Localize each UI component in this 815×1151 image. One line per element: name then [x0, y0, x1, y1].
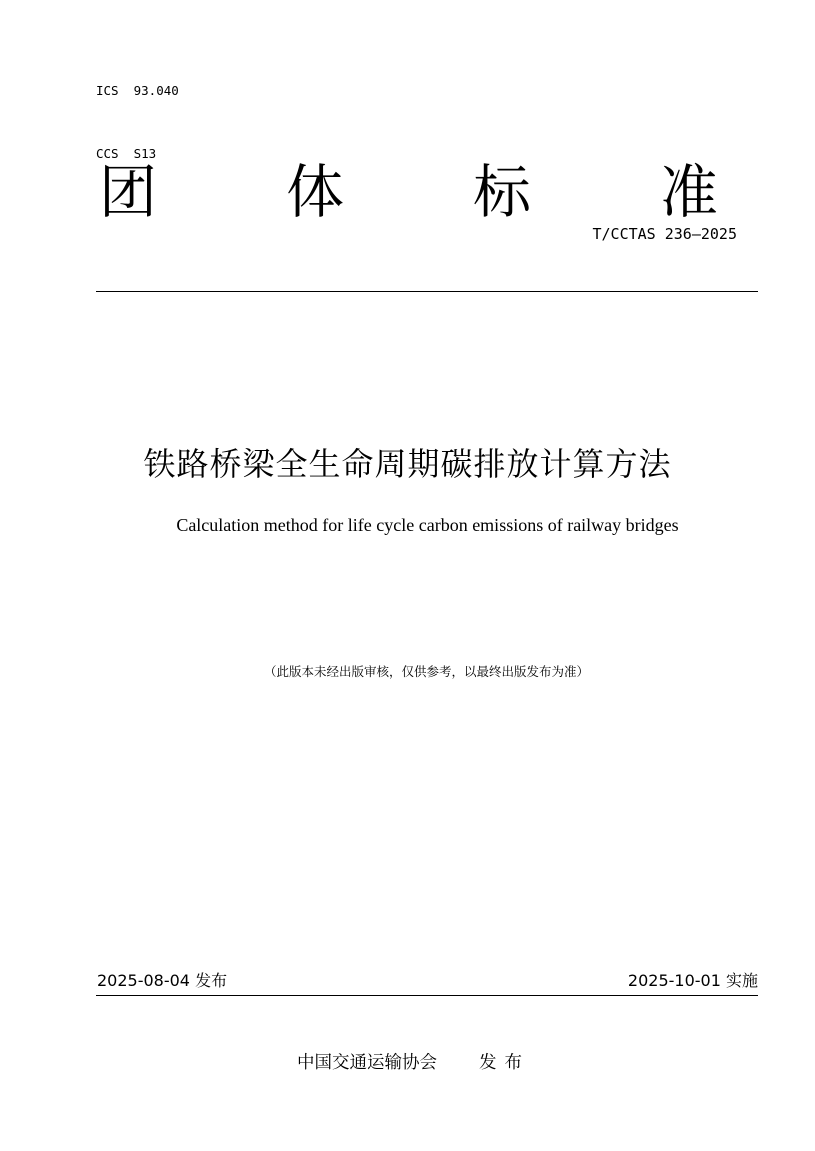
publisher-action: 发布 [479, 1053, 530, 1073]
document-title-chinese: 铁路桥梁全生命周期碳排放计算方法 [143, 445, 672, 483]
footer-divider [96, 995, 758, 996]
header-divider [96, 291, 758, 292]
issue-date: 2025-08-04 发布 [97, 971, 228, 990]
publisher-name: 中国交通运输协会 [297, 1053, 437, 1073]
standard-type-char: 体 [285, 158, 344, 226]
standard-type-char: 标 [472, 158, 531, 226]
standard-type-heading [96, 156, 721, 228]
draft-notice: （此版本未经出版审核，仅供参考，以最终出版发布为准） [263, 664, 589, 679]
document-title-english: Calculation method for life cycle carbon emissions of railway bridges [176, 515, 679, 535]
implementation-date: 2025-10-01 实施 [627, 971, 758, 990]
publisher-line [297, 1050, 530, 1076]
ics-code: ICS 93.040 [96, 83, 179, 98]
standard-type-char: 准 [659, 158, 718, 226]
ccs-code: CCS S13 [96, 146, 157, 161]
standard-type-char: 团 [98, 158, 157, 226]
standard-number: T/CCTAS 236—2025 [592, 225, 737, 243]
